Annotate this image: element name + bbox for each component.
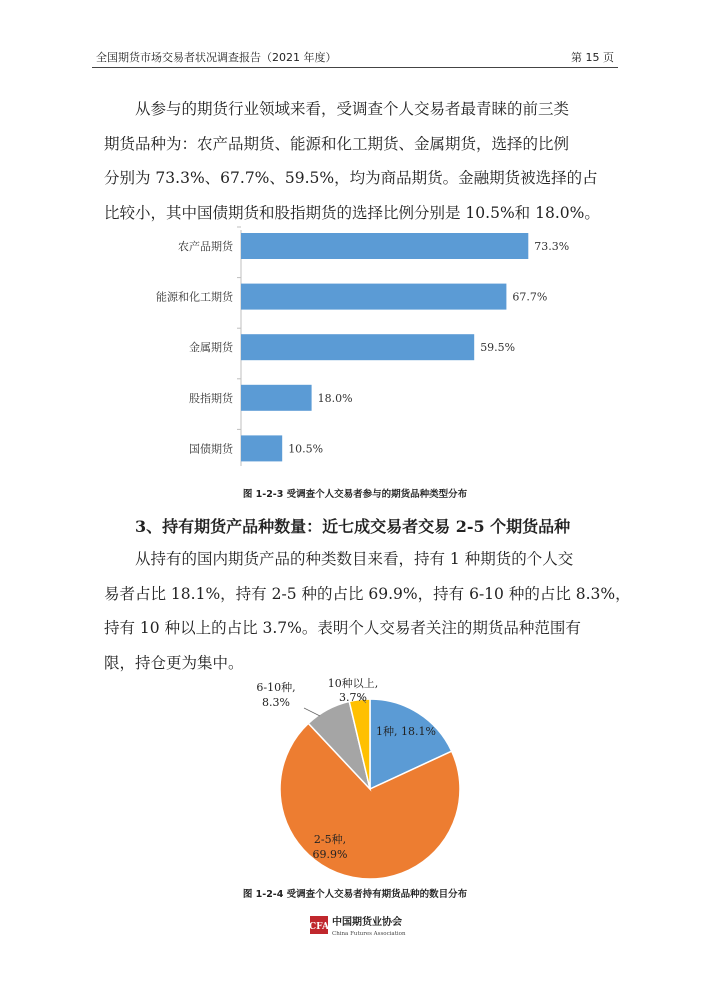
pie-chart-holding-count xyxy=(220,672,510,882)
para-line: 易者占比 18.1%，持有 2-5 种的占比 69.9%，持有 6-10 种的占比 8.3%， xyxy=(104,584,631,603)
pie-label-10-plus: 10种以上, xyxy=(327,677,379,690)
paragraph-futures-sectors xyxy=(104,92,610,230)
bar xyxy=(241,334,474,360)
bar-value-label: 59.5% xyxy=(480,341,516,355)
para-line: 比较小，其中国债期货和股指期货的选择比例分别是 10.5%和 18.0%。 xyxy=(104,203,600,222)
figure-caption-1-2-3: 图 1-2-3 受调查个人交易者参与的期货品种类型分布 xyxy=(242,489,468,500)
para-line: 持有 10 种以上的占比 3.7%。表明个人交易者关注的期货品种范围有 xyxy=(104,619,581,637)
pie-label-2-5: 69.9% xyxy=(312,848,348,861)
pie-label-1: 1种, 18.1% xyxy=(376,725,436,738)
bar xyxy=(241,233,528,259)
cfa-logo xyxy=(308,913,408,939)
bar-category-label: 金属期货 xyxy=(189,341,233,355)
pie-label-6-10: 8.3% xyxy=(262,696,290,709)
bar-category-label: 股指期货 xyxy=(189,391,233,405)
bar-value-label: 18.0% xyxy=(317,391,353,405)
pie-label-2-5: 2-5种, xyxy=(313,833,347,846)
bar-category-label: 农产品期货 xyxy=(178,240,233,253)
para-line: 限，持仓更为集中。 xyxy=(104,653,244,672)
bar-category-label: 国债期货 xyxy=(189,442,233,456)
cfa-logo-mark xyxy=(308,913,408,939)
report-title: 全国期货市场交易者状况调查报告（2021 年度） xyxy=(96,51,337,64)
bar-value-label: 67.7% xyxy=(512,290,548,304)
cfa-name-en: China Futures Association xyxy=(332,931,406,937)
section-heading-3: 3、持有期货产品种数量：近七成交易者交易 2-5 个期货品种 xyxy=(135,517,571,536)
para-line: 从参与的期货行业领域来看，受调查个人交易者最青睐的前三类 xyxy=(135,100,570,118)
page-number: 第 15 页 xyxy=(571,51,614,64)
bar xyxy=(241,385,312,411)
paragraph-holding-count xyxy=(104,542,631,680)
cfa-name-cn: 中国期货业协会 xyxy=(332,917,402,928)
para-line: 从持有的国内期货产品的种类数目来看，持有 1 种期货的个人交 xyxy=(135,550,574,568)
pie-label-6-10: 6-10种, xyxy=(256,681,296,694)
bar xyxy=(241,435,282,461)
bar-value-label: 73.3% xyxy=(534,240,570,253)
bar-chart-futures-types xyxy=(150,222,610,472)
page-header xyxy=(92,47,618,68)
bar-value-label: 10.5% xyxy=(288,442,324,456)
bar-category-label: 能源和化工期货 xyxy=(156,290,233,304)
bar xyxy=(241,284,506,310)
figure-caption-1-2-4: 图 1-2-4 受调查个人交易者持有期货品种的数目分布 xyxy=(242,889,468,900)
para-line: 分别为 73.3%、67.7%、59.5%，均为商品期货。金融期货被选择的占 xyxy=(104,169,598,187)
pie-label-10-plus: 3.7% xyxy=(339,691,367,704)
para-line: 期货品种为：农产品期货、能源和化工期货、金属期货，选择的比例 xyxy=(104,134,570,153)
svg-text:CFA: CFA xyxy=(308,922,330,932)
pie-leader-line xyxy=(304,708,320,716)
